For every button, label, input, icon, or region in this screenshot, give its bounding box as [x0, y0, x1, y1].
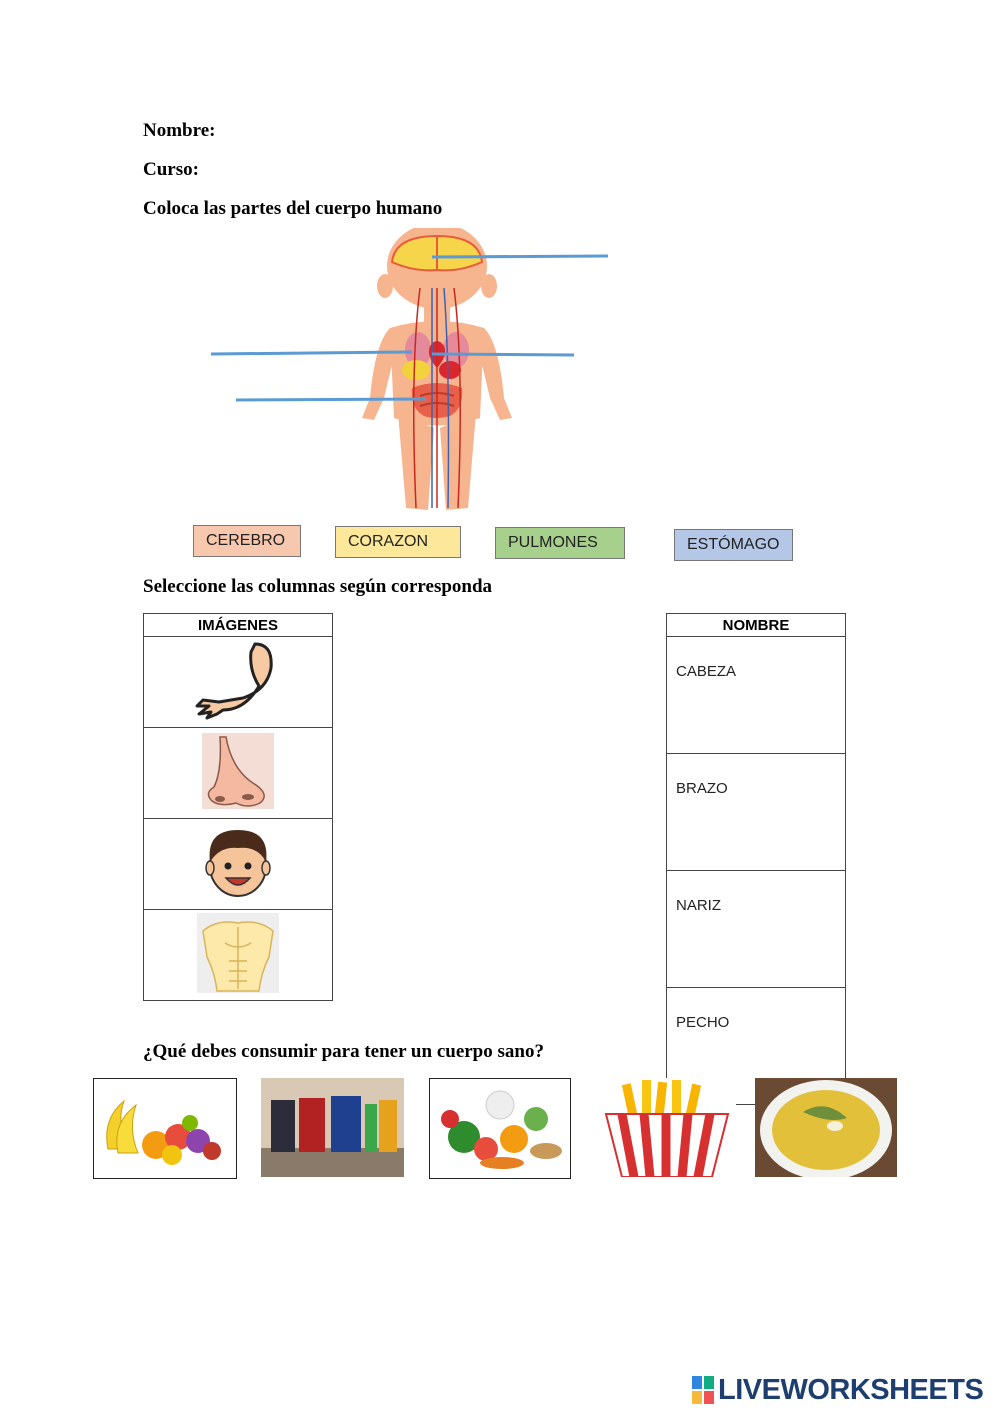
soup-option[interactable] — [755, 1078, 897, 1177]
label-estomago[interactable]: ESTÓMAGO — [674, 529, 793, 561]
name-cell-brazo[interactable]: BRAZO — [667, 754, 846, 871]
vegetables-picture — [430, 1079, 570, 1178]
chips-option[interactable] — [261, 1078, 404, 1177]
names-header: NOMBRE — [667, 614, 846, 637]
name-cell-cabeza[interactable]: CABEZA — [667, 637, 846, 754]
french-fries-option[interactable] — [598, 1078, 736, 1177]
arm-picture — [193, 640, 283, 720]
images-header: IMÁGENES — [144, 614, 333, 637]
match-section-title: Seleccione las columnas según corresponda — [143, 576, 493, 597]
image-cell[interactable] — [144, 728, 333, 819]
chips-bags-picture — [261, 1078, 404, 1177]
name-label: Nombre: — [143, 120, 216, 141]
names-column — [666, 613, 846, 1105]
images-column — [143, 613, 333, 1001]
image-cell[interactable] — [144, 910, 333, 1001]
body-section-title: Coloca las partes del cuerpo humano — [143, 198, 443, 219]
torso-picture — [197, 913, 279, 993]
image-cell[interactable] — [144, 637, 333, 728]
fruits-picture — [94, 1079, 236, 1178]
liveworksheets-brand: LIVEWORKSHEETS — [718, 1374, 984, 1406]
fruits-option[interactable] — [93, 1078, 237, 1179]
label-cerebro[interactable]: CEREBRO — [193, 525, 301, 557]
label-corazon[interactable]: CORAZON — [335, 526, 461, 558]
food-section-title: ¿Qué debes consumir para tener un cuerpo sano? — [143, 1041, 544, 1062]
vegetables-option[interactable] — [429, 1078, 571, 1179]
nose-picture — [198, 731, 278, 811]
human-body-illustration — [340, 228, 550, 518]
course-label: Curso: — [143, 159, 199, 180]
name-cell-pecho[interactable]: PECHO — [667, 988, 846, 1105]
boy-face-picture — [198, 822, 278, 902]
soup-picture — [755, 1078, 897, 1177]
label-pulmones[interactable]: PULMONES — [495, 527, 625, 559]
image-cell[interactable] — [144, 819, 333, 910]
french-fries-picture — [598, 1078, 736, 1177]
name-cell-nariz[interactable]: NARIZ — [667, 871, 846, 988]
